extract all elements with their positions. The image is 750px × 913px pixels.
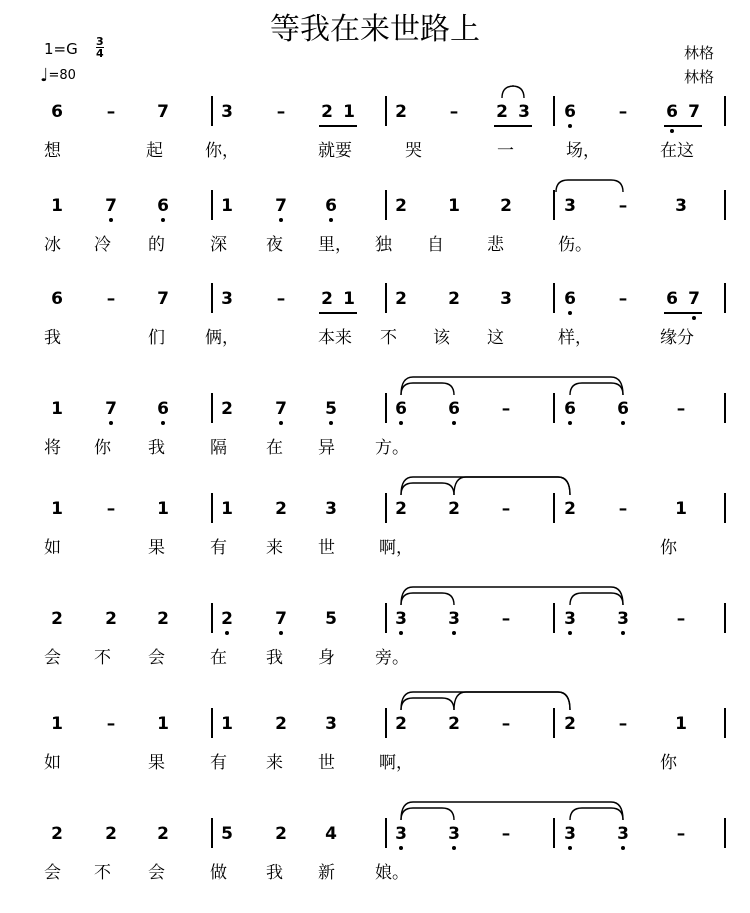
- tie-arc: [401, 587, 623, 605]
- note-text: –: [501, 609, 511, 629]
- low-octave-dot: [399, 421, 403, 425]
- note-text: 2: [500, 196, 512, 216]
- lyric-syllable: 就要: [318, 141, 352, 161]
- score-line: [0, 289, 750, 369]
- note-text: 1: [51, 714, 63, 734]
- lyric-syllable: 旁。: [375, 648, 409, 668]
- tie-arcs: [0, 289, 750, 299]
- note-text: 3: [675, 196, 687, 216]
- lyric-syllable: 冷: [94, 235, 111, 255]
- lyric-syllable: 想: [44, 141, 61, 161]
- low-octave-dot: [329, 421, 333, 425]
- lyric-syllable: 在: [266, 438, 283, 458]
- note-text: 3: [395, 824, 407, 844]
- tie-arc: [401, 483, 454, 495]
- low-octave-dot: [568, 846, 572, 850]
- note-text: –: [106, 714, 116, 734]
- lyric-syllable: 伤。: [558, 235, 592, 255]
- note-text: 6: [157, 196, 169, 216]
- lyric-syllable: 啊，: [379, 753, 413, 773]
- note-text: 2: [448, 289, 460, 309]
- note-text: –: [501, 714, 511, 734]
- lyric-syllable: 身: [318, 648, 335, 668]
- note-text: 5: [221, 824, 233, 844]
- lyricist-credit: 林格: [683, 44, 714, 62]
- eighth-note-underline: [319, 312, 357, 314]
- lyric-syllable: 会: [44, 863, 61, 883]
- note-text: 1: [51, 399, 63, 419]
- note-text: 1: [51, 499, 63, 519]
- note-text: 1: [51, 196, 63, 216]
- note-text: 2: [221, 609, 233, 629]
- note-text: 3: [617, 609, 629, 629]
- note-text: –: [618, 499, 628, 519]
- key-signature: 1=G: [44, 40, 78, 58]
- score-line: [0, 714, 750, 794]
- low-octave-dot: [161, 421, 165, 425]
- note-text: 6: [51, 289, 63, 309]
- lyric-syllable: 的: [148, 235, 165, 255]
- note-text: 2: [564, 499, 576, 519]
- note-text: 7: [275, 609, 287, 629]
- note-text: 2: [496, 102, 508, 122]
- note-text: 1: [157, 499, 169, 519]
- note-text: 2: [395, 102, 407, 122]
- low-octave-dot: [452, 421, 456, 425]
- lyric-syllable: 你: [660, 753, 677, 773]
- note-text: 6: [564, 289, 576, 309]
- tie-arc: [401, 377, 623, 395]
- low-octave-dot: [279, 218, 283, 222]
- lyric-syllable: 会: [148, 863, 165, 883]
- lyric-syllable: 会: [44, 648, 61, 668]
- note-text: –: [106, 289, 116, 309]
- tie-arcs: [0, 824, 750, 834]
- lyric-syllable: 深: [210, 235, 227, 255]
- note-text: 3: [221, 102, 233, 122]
- note-text: 2: [275, 824, 287, 844]
- eighth-note-underline: [664, 312, 702, 314]
- lyric-syllable: 俩，: [205, 328, 239, 348]
- tie-arcs: [0, 399, 750, 409]
- lyric-syllable: 独: [375, 235, 392, 255]
- note-text: 1: [675, 714, 687, 734]
- low-octave-dot: [568, 631, 572, 635]
- score-line: [0, 609, 750, 689]
- note-text: 1: [343, 289, 355, 309]
- tie-arc: [401, 698, 454, 710]
- note-text: 3: [617, 824, 629, 844]
- note-text: 1: [448, 196, 460, 216]
- lyric-syllable: 们: [148, 328, 165, 348]
- low-octave-dot: [568, 311, 572, 315]
- low-octave-dot: [109, 218, 113, 222]
- score-line: [0, 102, 750, 182]
- note-text: 2: [395, 196, 407, 216]
- note-text: 7: [105, 196, 117, 216]
- lyric-syllable: 果: [148, 753, 165, 773]
- tempo-marking: [40, 65, 76, 86]
- tie-arc: [502, 86, 524, 98]
- lyric-syllable: 在: [210, 648, 227, 668]
- note-text: 3: [395, 609, 407, 629]
- note-text: 4: [325, 824, 337, 844]
- note-text: –: [618, 714, 628, 734]
- score-line: [0, 824, 750, 904]
- note-text: –: [276, 289, 286, 309]
- time-signature-bottom: 4: [96, 47, 104, 60]
- note-text: 7: [688, 102, 700, 122]
- lyric-syllable: 来: [266, 538, 283, 558]
- tie-arcs: [0, 102, 750, 112]
- low-octave-dot: [161, 218, 165, 222]
- lyric-syllable: 世: [318, 753, 335, 773]
- lyric-syllable: 来: [266, 753, 283, 773]
- lyric-syllable: 里，: [318, 235, 352, 255]
- eighth-note-underline: [319, 125, 357, 127]
- low-octave-dot: [225, 631, 229, 635]
- lyric-syllable: 隔: [210, 438, 227, 458]
- low-octave-dot: [621, 631, 625, 635]
- note-text: 3: [564, 824, 576, 844]
- note-text: 1: [221, 499, 233, 519]
- note-text: 2: [105, 609, 117, 629]
- lyric-syllable: 缘分: [660, 328, 694, 348]
- tie-arcs: [0, 196, 750, 206]
- lyric-syllable: 我: [266, 863, 283, 883]
- eighth-note-underline: [664, 125, 702, 127]
- low-octave-dot: [568, 124, 572, 128]
- lyric-syllable: 不: [380, 328, 397, 348]
- tie-arc: [570, 808, 623, 820]
- low-octave-dot: [621, 846, 625, 850]
- note-text: –: [501, 499, 511, 519]
- note-text: –: [106, 499, 116, 519]
- note-text: –: [501, 399, 511, 419]
- note-text: 6: [666, 289, 678, 309]
- note-text: –: [106, 102, 116, 122]
- time-signature-top: 3: [96, 35, 104, 48]
- note-text: 2: [157, 609, 169, 629]
- lyric-syllable: 会: [148, 648, 165, 668]
- low-octave-dot: [621, 421, 625, 425]
- low-octave-dot: [692, 316, 696, 320]
- tie-arc: [401, 802, 623, 820]
- note-text: 3: [325, 499, 337, 519]
- lyric-syllable: 有: [210, 538, 227, 558]
- note-text: 2: [321, 289, 333, 309]
- lyric-syllable: 娘。: [375, 863, 409, 883]
- lyric-syllable: 不: [94, 863, 111, 883]
- note-text: 2: [51, 609, 63, 629]
- note-text: 6: [448, 399, 460, 419]
- note-text: 2: [51, 824, 63, 844]
- note-text: –: [676, 609, 686, 629]
- note-text: 1: [221, 714, 233, 734]
- note-text: –: [449, 102, 459, 122]
- note-text: 7: [275, 196, 287, 216]
- lyric-syllable: 不: [94, 648, 111, 668]
- note-text: 3: [448, 824, 460, 844]
- composer-credit: 林格: [683, 68, 714, 86]
- page-title: 等我在来世路上: [270, 12, 480, 47]
- note-text: 2: [105, 824, 117, 844]
- low-octave-dot: [279, 631, 283, 635]
- note-text: 6: [666, 102, 678, 122]
- note-text: 2: [275, 714, 287, 734]
- note-text: 3: [221, 289, 233, 309]
- low-octave-dot: [568, 421, 572, 425]
- lyric-syllable: 起: [146, 141, 163, 161]
- tie-arc: [570, 383, 623, 395]
- quarter-note-icon: ♩: [40, 65, 49, 86]
- note-text: 2: [395, 289, 407, 309]
- lyric-syllable: 哭: [405, 141, 422, 161]
- lyric-syllable: 场，: [566, 141, 600, 161]
- note-text: 2: [448, 499, 460, 519]
- lyric-syllable: 你: [660, 538, 677, 558]
- tie-arc: [401, 593, 454, 605]
- lyric-syllable: 本来: [318, 328, 352, 348]
- lyric-syllable: 样，: [558, 328, 592, 348]
- low-octave-dot: [279, 421, 283, 425]
- low-octave-dot: [109, 421, 113, 425]
- lyric-syllable: 该: [433, 328, 450, 348]
- note-text: –: [276, 102, 286, 122]
- lyric-syllable: 做: [210, 863, 227, 883]
- low-octave-dot: [452, 846, 456, 850]
- lyric-syllable: 方。: [375, 438, 409, 458]
- lyric-syllable: 如: [44, 538, 61, 558]
- note-text: 7: [157, 102, 169, 122]
- note-text: –: [618, 102, 628, 122]
- note-text: 5: [325, 609, 337, 629]
- note-text: 2: [395, 499, 407, 519]
- lyric-syllable: 世: [318, 538, 335, 558]
- lyric-syllable: 一: [497, 141, 514, 161]
- lyric-syllable: 自: [427, 235, 444, 255]
- lyric-syllable: 异: [318, 438, 335, 458]
- note-text: 1: [221, 196, 233, 216]
- time-signature: [96, 36, 104, 59]
- note-text: 6: [395, 399, 407, 419]
- eighth-note-underline: [494, 125, 532, 127]
- tie-arc: [570, 593, 623, 605]
- note-text: –: [676, 399, 686, 419]
- score-line: [0, 196, 750, 276]
- note-text: 6: [157, 399, 169, 419]
- lyric-syllable: 我: [266, 648, 283, 668]
- note-text: 2: [564, 714, 576, 734]
- note-text: 6: [564, 399, 576, 419]
- lyric-syllable: 有: [210, 753, 227, 773]
- note-text: 3: [448, 609, 460, 629]
- score-line: [0, 499, 750, 579]
- low-octave-dot: [670, 129, 674, 133]
- note-text: –: [618, 289, 628, 309]
- note-text: 6: [564, 102, 576, 122]
- tie-arcs: [0, 609, 750, 619]
- lyric-syllable: 我: [44, 328, 61, 348]
- note-text: 2: [395, 714, 407, 734]
- lyric-syllable: 你: [94, 438, 111, 458]
- note-text: 2: [157, 824, 169, 844]
- note-text: –: [501, 824, 511, 844]
- lyric-syllable: 在这: [660, 141, 694, 161]
- lyric-syllable: 如: [44, 753, 61, 773]
- lyric-syllable: 你，: [205, 141, 239, 161]
- note-text: 1: [157, 714, 169, 734]
- note-text: 6: [617, 399, 629, 419]
- low-octave-dot: [399, 631, 403, 635]
- note-text: 7: [688, 289, 700, 309]
- lyric-syllable: 将: [44, 438, 61, 458]
- score-line: [0, 399, 750, 479]
- lyric-syllable: 这: [487, 328, 504, 348]
- note-text: 1: [675, 499, 687, 519]
- note-text: 7: [157, 289, 169, 309]
- lyric-syllable: 新: [318, 863, 335, 883]
- note-text: 3: [500, 289, 512, 309]
- note-text: 6: [325, 196, 337, 216]
- lyric-syllable: 啊，: [379, 538, 413, 558]
- low-octave-dot: [329, 218, 333, 222]
- lyric-syllable: 夜: [266, 235, 283, 255]
- note-text: 2: [275, 499, 287, 519]
- tempo-value: =80: [48, 68, 76, 83]
- note-text: 7: [105, 399, 117, 419]
- lyric-syllable: 我: [148, 438, 165, 458]
- low-octave-dot: [399, 846, 403, 850]
- tie-arc: [401, 477, 570, 495]
- tie-arc: [401, 383, 454, 395]
- note-text: –: [618, 196, 628, 216]
- lyric-syllable: 果: [148, 538, 165, 558]
- note-text: 2: [321, 102, 333, 122]
- note-text: 3: [518, 102, 530, 122]
- note-text: 6: [51, 102, 63, 122]
- note-text: 3: [564, 609, 576, 629]
- lyric-syllable: 悲: [487, 235, 504, 255]
- tie-arc: [401, 808, 454, 820]
- note-text: 2: [448, 714, 460, 734]
- tie-arc: [401, 692, 570, 710]
- tie-arcs: [0, 714, 750, 724]
- tie-arcs: [0, 499, 750, 509]
- note-text: 3: [325, 714, 337, 734]
- note-text: 2: [221, 399, 233, 419]
- lyric-syllable: 冰: [44, 235, 61, 255]
- note-text: –: [676, 824, 686, 844]
- low-octave-dot: [452, 631, 456, 635]
- note-text: 7: [275, 399, 287, 419]
- note-text: 3: [564, 196, 576, 216]
- note-text: 5: [325, 399, 337, 419]
- note-text: 1: [343, 102, 355, 122]
